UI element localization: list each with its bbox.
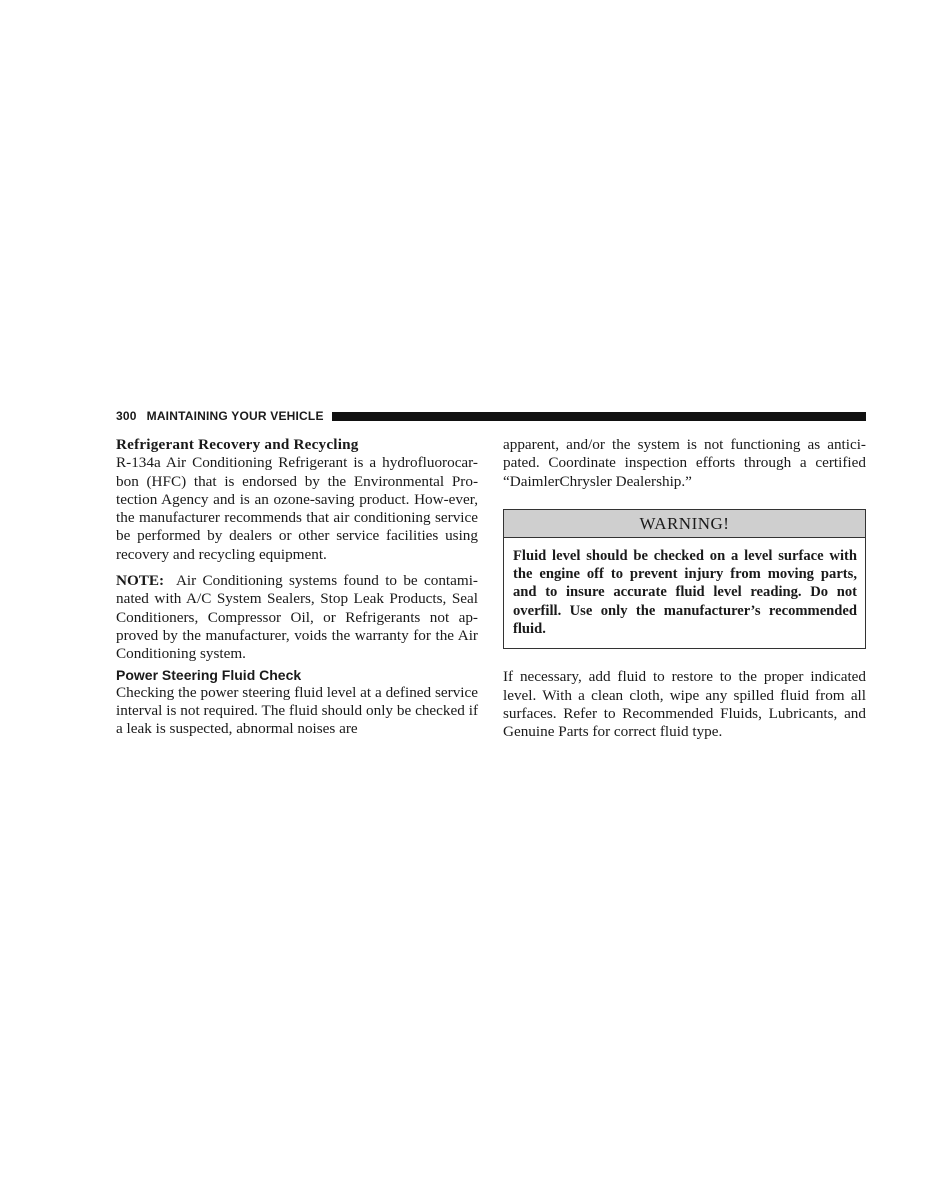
add-fluid-paragraph: If necessary, add fluid to restore to the proper indicated level. With a clean cloth, wipe any spilled fluid from all surfaces. Refer to Recommended Fluids, Lubricants, and Genuine Parts for correct fluid type.: [503, 668, 866, 741]
continuation-paragraph: apparent, and/or the system is not functioning as antici-pated. Coordinate inspection efforts through a certified “DaimlerChrysler Dealership.”: [503, 436, 866, 490]
page-number: 300: [116, 409, 137, 423]
section-title: MAINTAINING YOUR VEHICLE: [146, 409, 324, 423]
warning-box: [503, 509, 866, 649]
power-steering-paragraph: Checking the power steering fluid level at a defined service interval is not required. The fluid should only be checked if a leak is suspected, abnormal noises are: [116, 683, 478, 738]
warning-text: Fluid level should be checked on a level surface with the engine off to prevent injury from moving parts, and to insure accurate fluid level reading. Do not overfill. Use only the manufacturer’s recommended fluid.: [513, 547, 857, 638]
right-column: [503, 436, 866, 742]
refrigerant-paragraph: R-134a Air Conditioning Refrigerant is a hydrofluorocar-bon (HFC) that is endorsed by the Environmental Pro-tection Agency and is an ozone-saving product. How-ever, the manufacturer recommends that air conditioning service be performed by dealers or other service facilities using recovery and recycling equipment.: [116, 454, 478, 563]
refrigerant-heading: Refrigerant Recovery and Recycling: [116, 436, 359, 453]
header-rule: [332, 412, 866, 421]
warning-title: WARNING!: [504, 510, 865, 538]
note-label: NOTE:: [116, 572, 165, 590]
page-header: [116, 408, 866, 424]
left-column: [116, 436, 478, 738]
power-steering-heading: Power Steering Fluid Check: [116, 666, 302, 683]
note-paragraph: [116, 572, 478, 663]
note-text: Air Conditioning systems found to be contami-nated with A/C System Sealers, Stop Leak Products, Seal Conditioners, Compressor Oil, or Refrigerants not ap-proved by the manufacturer, voids the warranty for the Air Conditioning system.: [116, 572, 478, 663]
